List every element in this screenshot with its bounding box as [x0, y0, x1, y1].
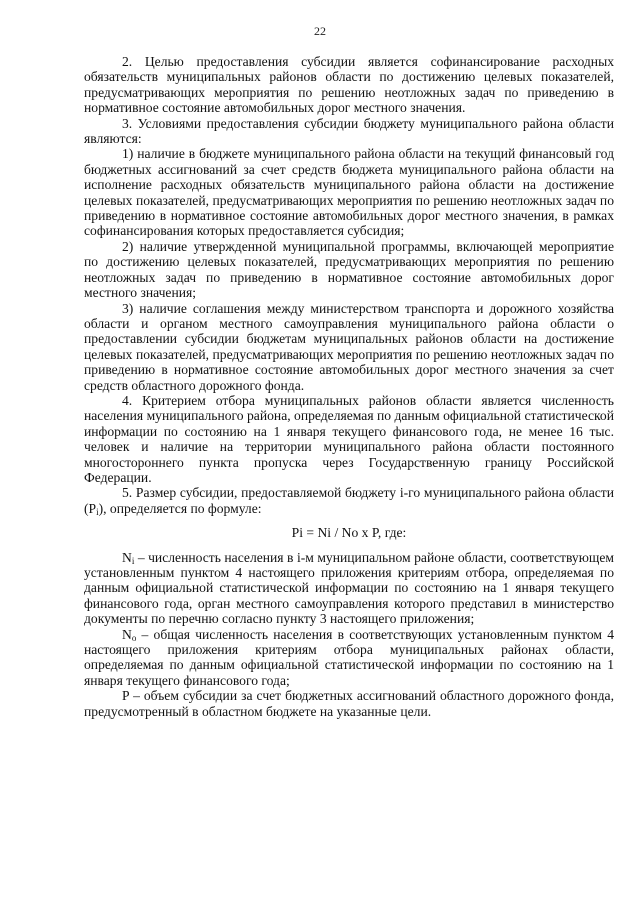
formula: Pi = Ni / No x P, где: — [291, 525, 407, 541]
definition-p: P – объем субсидии за счет бюджетных ассигнований областного дорожного фонда, предусмотренный в областном бюджете на указанные цели. — [84, 688, 614, 719]
definition-ni — [84, 550, 614, 627]
document-body — [84, 54, 614, 719]
paragraph-5-subscript: i — [96, 506, 99, 517]
no-symbol: N — [122, 626, 132, 642]
paragraph-5 — [84, 485, 614, 516]
paragraph-3-item-2: 2) наличие утвержденной муниципальной программы, включающей мероприятие по достижению целевых показателей, предусматривающих мероприятия по решению неотложных задач по приведению в нормативное состояние автомобильных дорог местного значения; — [84, 238, 614, 301]
page-number: 22 — [314, 24, 326, 38]
ni-text: – численность населения в i-м муниципальном районе области, соответствующем установленным пунктом 4 настоящего приложения критериям отбора, определяемая по данным официальной статистической информации по состоянию на 1 января текущего финансового года, орган местного самоуправления которого представил в министерство документы по перечню согласно пункту 3 настоящего приложения; — [84, 549, 614, 627]
ni-subscript: i — [131, 555, 135, 566]
paragraph-2: 2. Целью предоставления субсидии является софинансирование расходных обязательств муниципальных районов области по достижению целевых показателей, предусматривающих мероприятия по решению неотложных задач по приведению в нормативное состояние автомобильных дорог местного значения. — [84, 54, 614, 116]
definition-no — [84, 627, 614, 689]
paragraph-5-text-a: 5. Размер субсидии, предоставляемой бюджету i-го муниципального района области (P — [84, 485, 614, 516]
paragraph-5-text-b: ), определяется по формуле: — [98, 500, 262, 516]
paragraph-3-item-3: 3) наличие соглашения между министерством транспорта и дорожного хозяйства области и органом местного самоуправления муниципального района области о предоставлении субсидии бюджетам муниципальных районов области на достижение целевых показателей, предусматривающих мероприятия по решению неотложных задач по приведению в нормативное состояние автомобильных дорог местного значения за счет средств областного дорожного фонда. — [84, 300, 614, 393]
paragraph-3-item-1: 1) наличие в бюджете муниципального района области на текущий финансовый год бюджетных ассигнований за счет средств бюджета муниципального района области на исполнение расходных обязательств муниципального района области на достижение целевых показателей, предусматривающих мероприятия по решению неотложных задач по приведению в нормативное состояние автомобильных дорог местного значения, в рамках софинансирования которых предоставляется субсидия; — [84, 146, 614, 239]
no-text: – общая численность населения в соответствующих установленным пунктом 4 настоящего приложения критериям отбора муниципальных районах области, определяемая по данным официальной статистической информации по состоянию на 1 января текущего финансового года; — [84, 626, 614, 688]
paragraph-3: 3. Условиями предоставления субсидии бюджету муниципального района области являются: — [84, 115, 614, 147]
ni-symbol: N — [122, 549, 132, 565]
paragraph-4: 4. Критерием отбора муниципальных районов области является численность населения муниципального района, определяемая по данным официальной статистической информации по состоянию на 1 января текущего финансового года, не менее 16 тыс. человек и наличие на территории муниципального района области постоянного многостороннего пункта пропуска через Государственную границу Российской Федерации. — [84, 392, 614, 485]
no-subscript: o — [131, 632, 137, 643]
